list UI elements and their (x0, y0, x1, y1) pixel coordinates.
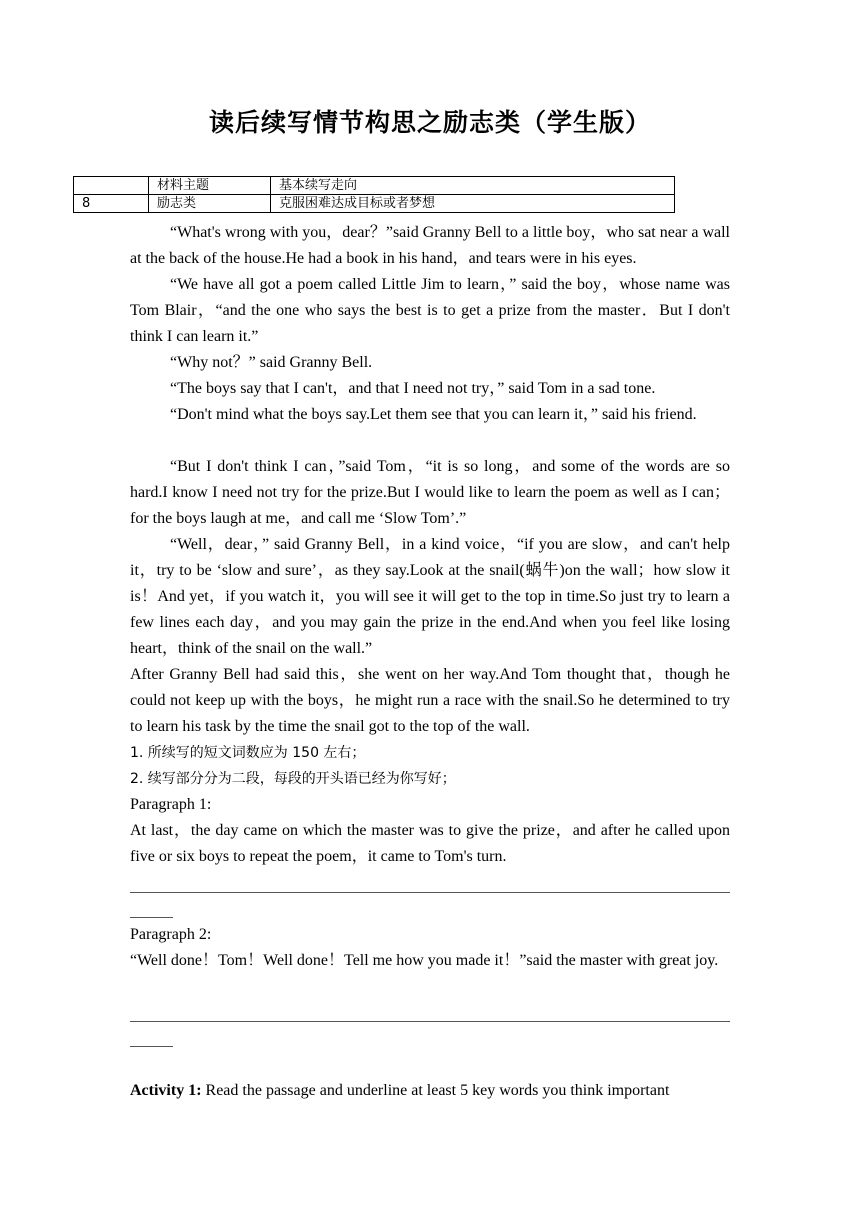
table-cell: 8 (74, 195, 149, 213)
passage-paragraph: “Don't mind what the boys say.Let them see that you can learn it，” said his friend. (170, 406, 697, 423)
passage-paragraph: “Well，dear，” said Granny Bell，in a kind voice，“if you are slow，and can't help it，try to be ‘slow and sure’，as they say.Look at the snail(蜗牛)on the wall；how slow it is！And yet，if you watch it，you will see it will get to the top in time.So just try to learn a few lines each day，and you may gain the prize in the end.And when you feel like losing heart，think of the snail on the wall.” (130, 536, 730, 657)
passage-paragraph: “The boys say that I can't，and that I need not try，” said Tom in a sad tone. (170, 380, 656, 397)
writing-line[interactable] (130, 892, 730, 893)
paragraph1-opening: At last，the day came on which the master was to give the prize，and after he called upon five or six boys to repeat the poem，it came to Tom's turn. (130, 822, 730, 865)
table-row (74, 195, 675, 213)
table-cell (74, 177, 149, 195)
table-cell: 材料主题 (149, 177, 271, 195)
page-title: 读后续写情节构思之励志类（学生版） (208, 108, 651, 137)
writing-line[interactable] (130, 917, 173, 918)
paragraph2-opening: “Well done！Tom！Well done！Tell me how you made it！”said the master with great joy. (130, 952, 719, 969)
passage-paragraph: After Granny Bell had said this，she went on her way.And Tom thought that，though he could not keep up with the boys，he might run a race with the snail.So he determined to try to learn his task by the time the snail got to the top of the wall. (130, 666, 730, 735)
passage-paragraph: “Why not？” said Granny Bell. (170, 354, 373, 371)
activity-text: Read the passage and underline at least 5 key words you think important (205, 1082, 670, 1099)
writing-line[interactable] (130, 1021, 730, 1022)
paragraph1-label: Paragraph 1: (130, 796, 212, 813)
passage-paragraph: “We have all got a poem called Little Jim to learn，” said the boy，whose name was Tom Blair，“and the one who says the best is to get a prize from the master．But I don't think I can learn it.” (130, 276, 730, 345)
passage-paragraph: “But I don't think I can，”said Tom，“it is so long，and some of the words are so hard.I know I need not try for the prize.But I would like to learn the poem as well as I can；for the boys laugh at me，and call me ‘Slow Tom’.” (130, 458, 730, 527)
table-row (74, 177, 675, 195)
activity-1 (130, 1078, 730, 1104)
activity-label: Activity 1: (130, 1082, 202, 1099)
paragraph2-label: Paragraph 2: (130, 926, 212, 943)
writing-line[interactable] (130, 1046, 173, 1047)
table-cell: 励志类 (149, 195, 271, 213)
table-cell: 基本续写走向 (271, 177, 675, 195)
table-cell: 克服困难达成目标或者梦想 (271, 195, 675, 213)
requirement-item: 2. 续写部分分为二段，每段的开头语已经为你写好； (130, 771, 456, 787)
passage-paragraph: “What's wrong with you，dear？”said Granny Bell to a little boy，who sat near a wall at the back of the house.He had a book in his hand，and tears were in his eyes. (130, 224, 730, 267)
requirement-item: 1. 所续写的短文词数应为 150 左右； (130, 745, 366, 761)
topic-table (73, 176, 675, 213)
